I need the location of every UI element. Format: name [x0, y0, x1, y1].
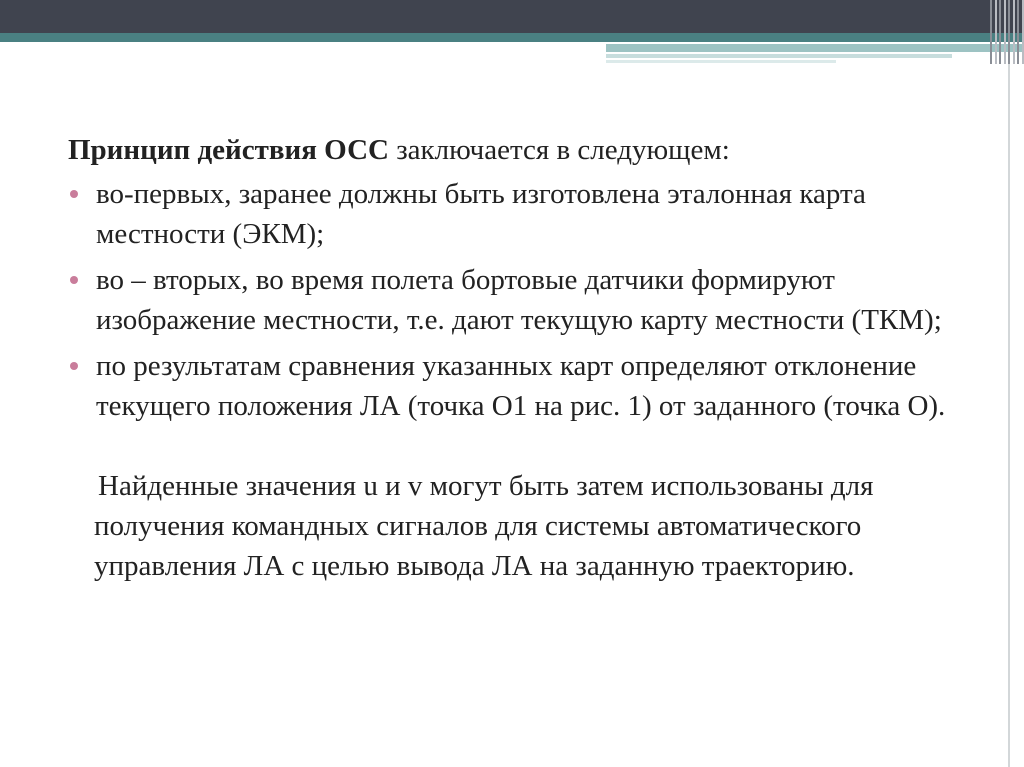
intro-bold-text: Принцип действия ОСС — [68, 134, 389, 166]
bullet-text: во-первых, заранее должны быть изготовлена эталонная карта местности (ЭКМ); — [96, 178, 866, 250]
intro-rest-text: заключается в следующем: — [388, 134, 730, 166]
bullet-item — [68, 346, 948, 426]
header-accent-line-1 — [606, 44, 1024, 52]
header-vertical-stripes — [990, 0, 1024, 64]
bullet-item — [68, 260, 948, 340]
header-band-teal — [0, 33, 1024, 42]
bullet-list — [68, 174, 948, 426]
slide-body — [68, 130, 948, 586]
intro-paragraph — [68, 130, 948, 170]
header-accent-line-3 — [606, 60, 836, 63]
bullet-text: по результатам сравнения указанных карт определяют отклонение текущего положения ЛА (точка О1 на рис. 1) от заданного (точка О). — [96, 350, 946, 422]
right-frame-line — [1008, 64, 1010, 767]
bullet-dot-icon — [70, 190, 78, 198]
header-accent-line-2 — [606, 54, 952, 58]
bullet-text: во – вторых, во время полета бортовые датчики формируют изображение местности, т.е. дают текущую карту местности (ТКМ); — [96, 264, 942, 336]
bullet-dot-icon — [70, 276, 78, 284]
closing-paragraph: Найденные значения u и v могут быть затем использованы для получения командных сигналов для системы автоматического управления ЛА с целью вывода ЛА на заданную траекторию. — [94, 470, 874, 582]
bullet-item — [68, 174, 948, 254]
bullet-dot-icon — [70, 362, 78, 370]
header-band-dark — [0, 0, 1024, 33]
